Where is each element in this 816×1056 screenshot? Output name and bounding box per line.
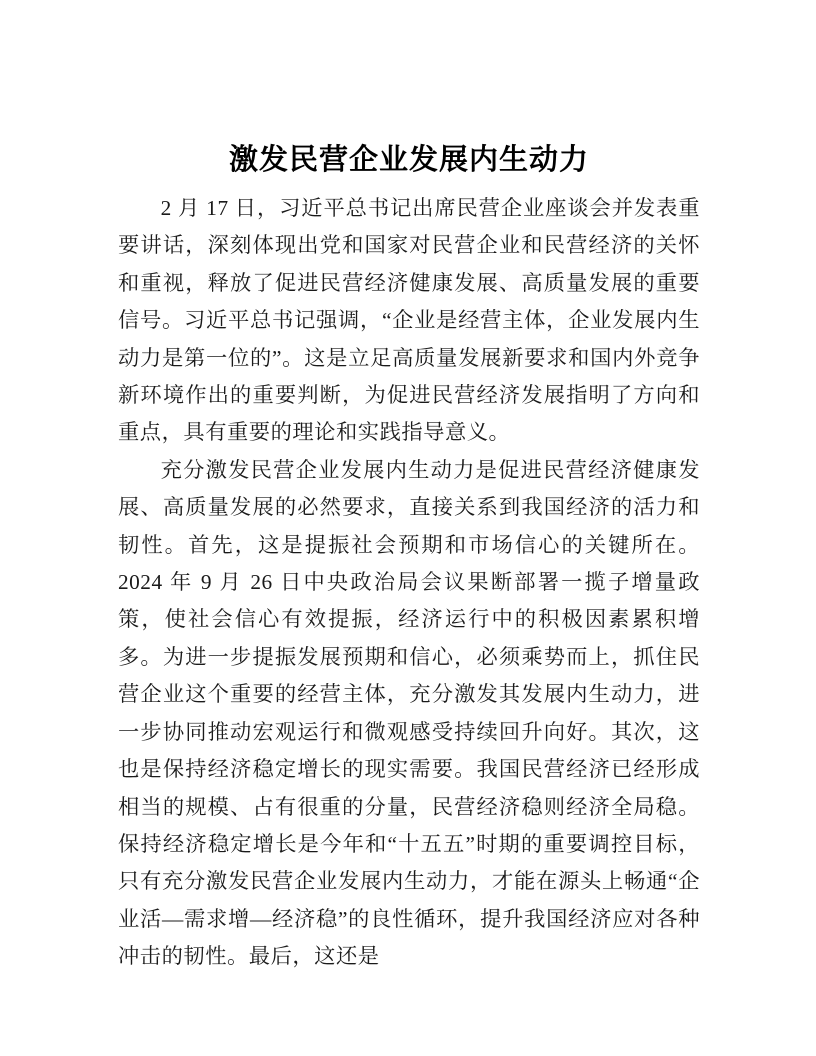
document-title: 激发民营企业发展内生动力 <box>228 144 589 176</box>
document-content <box>118 141 700 976</box>
paragraph-body: 充分激发民营企业发展内生动力是促进民营经济健康发展、高质量发展的必然要求，直接关系到我国经济的活力和韧性。首先，这是提振社会预期和市场信心的关键所在。2024 年 9 月 26 日中央政治局会议果断部署一揽子增量政策，使社会信心有效提振，经济运行中的积极因素累积增多。为进一步提振发展预期和信心，必须乘势而上，抓住民营企业这个重要的经营主体，充分激发其发展内生动力，进一步协同推动宏观运行和微观感受持续回升向好。其次，这也是保持经济稳定增长的现实需要。我国民营经济已经形成相当的规模、占有很重的分量，民营经济稳则经济全局稳。保持经济稳定增长是今年和“十五五”时期的重要调控目标，只有充分激发民营企业发展内生动力，才能在源头上畅通“企业活—需求增—经济稳”的良性循环，提升我国经济应对各种冲击的韧性。最后，这还是 <box>118 457 700 969</box>
paragraph-intro: 2 月 17 日，习近平总书记出席民营企业座谈会并发表重要讲话，深刻体现出党和国家对民营企业和民营经济的关怀和重视，释放了促进民营经济健康发展、高质量发展的重要信号。习近平总书记强调，“企业是经营主体，企业发展内生动力是第一位的”。这是立足高质量发展新要求和国内外竞争新环境作出的重要判断，为促进民营经济发展指明了方向和重点，具有重要的理论和实践指导意义。 <box>118 196 700 445</box>
